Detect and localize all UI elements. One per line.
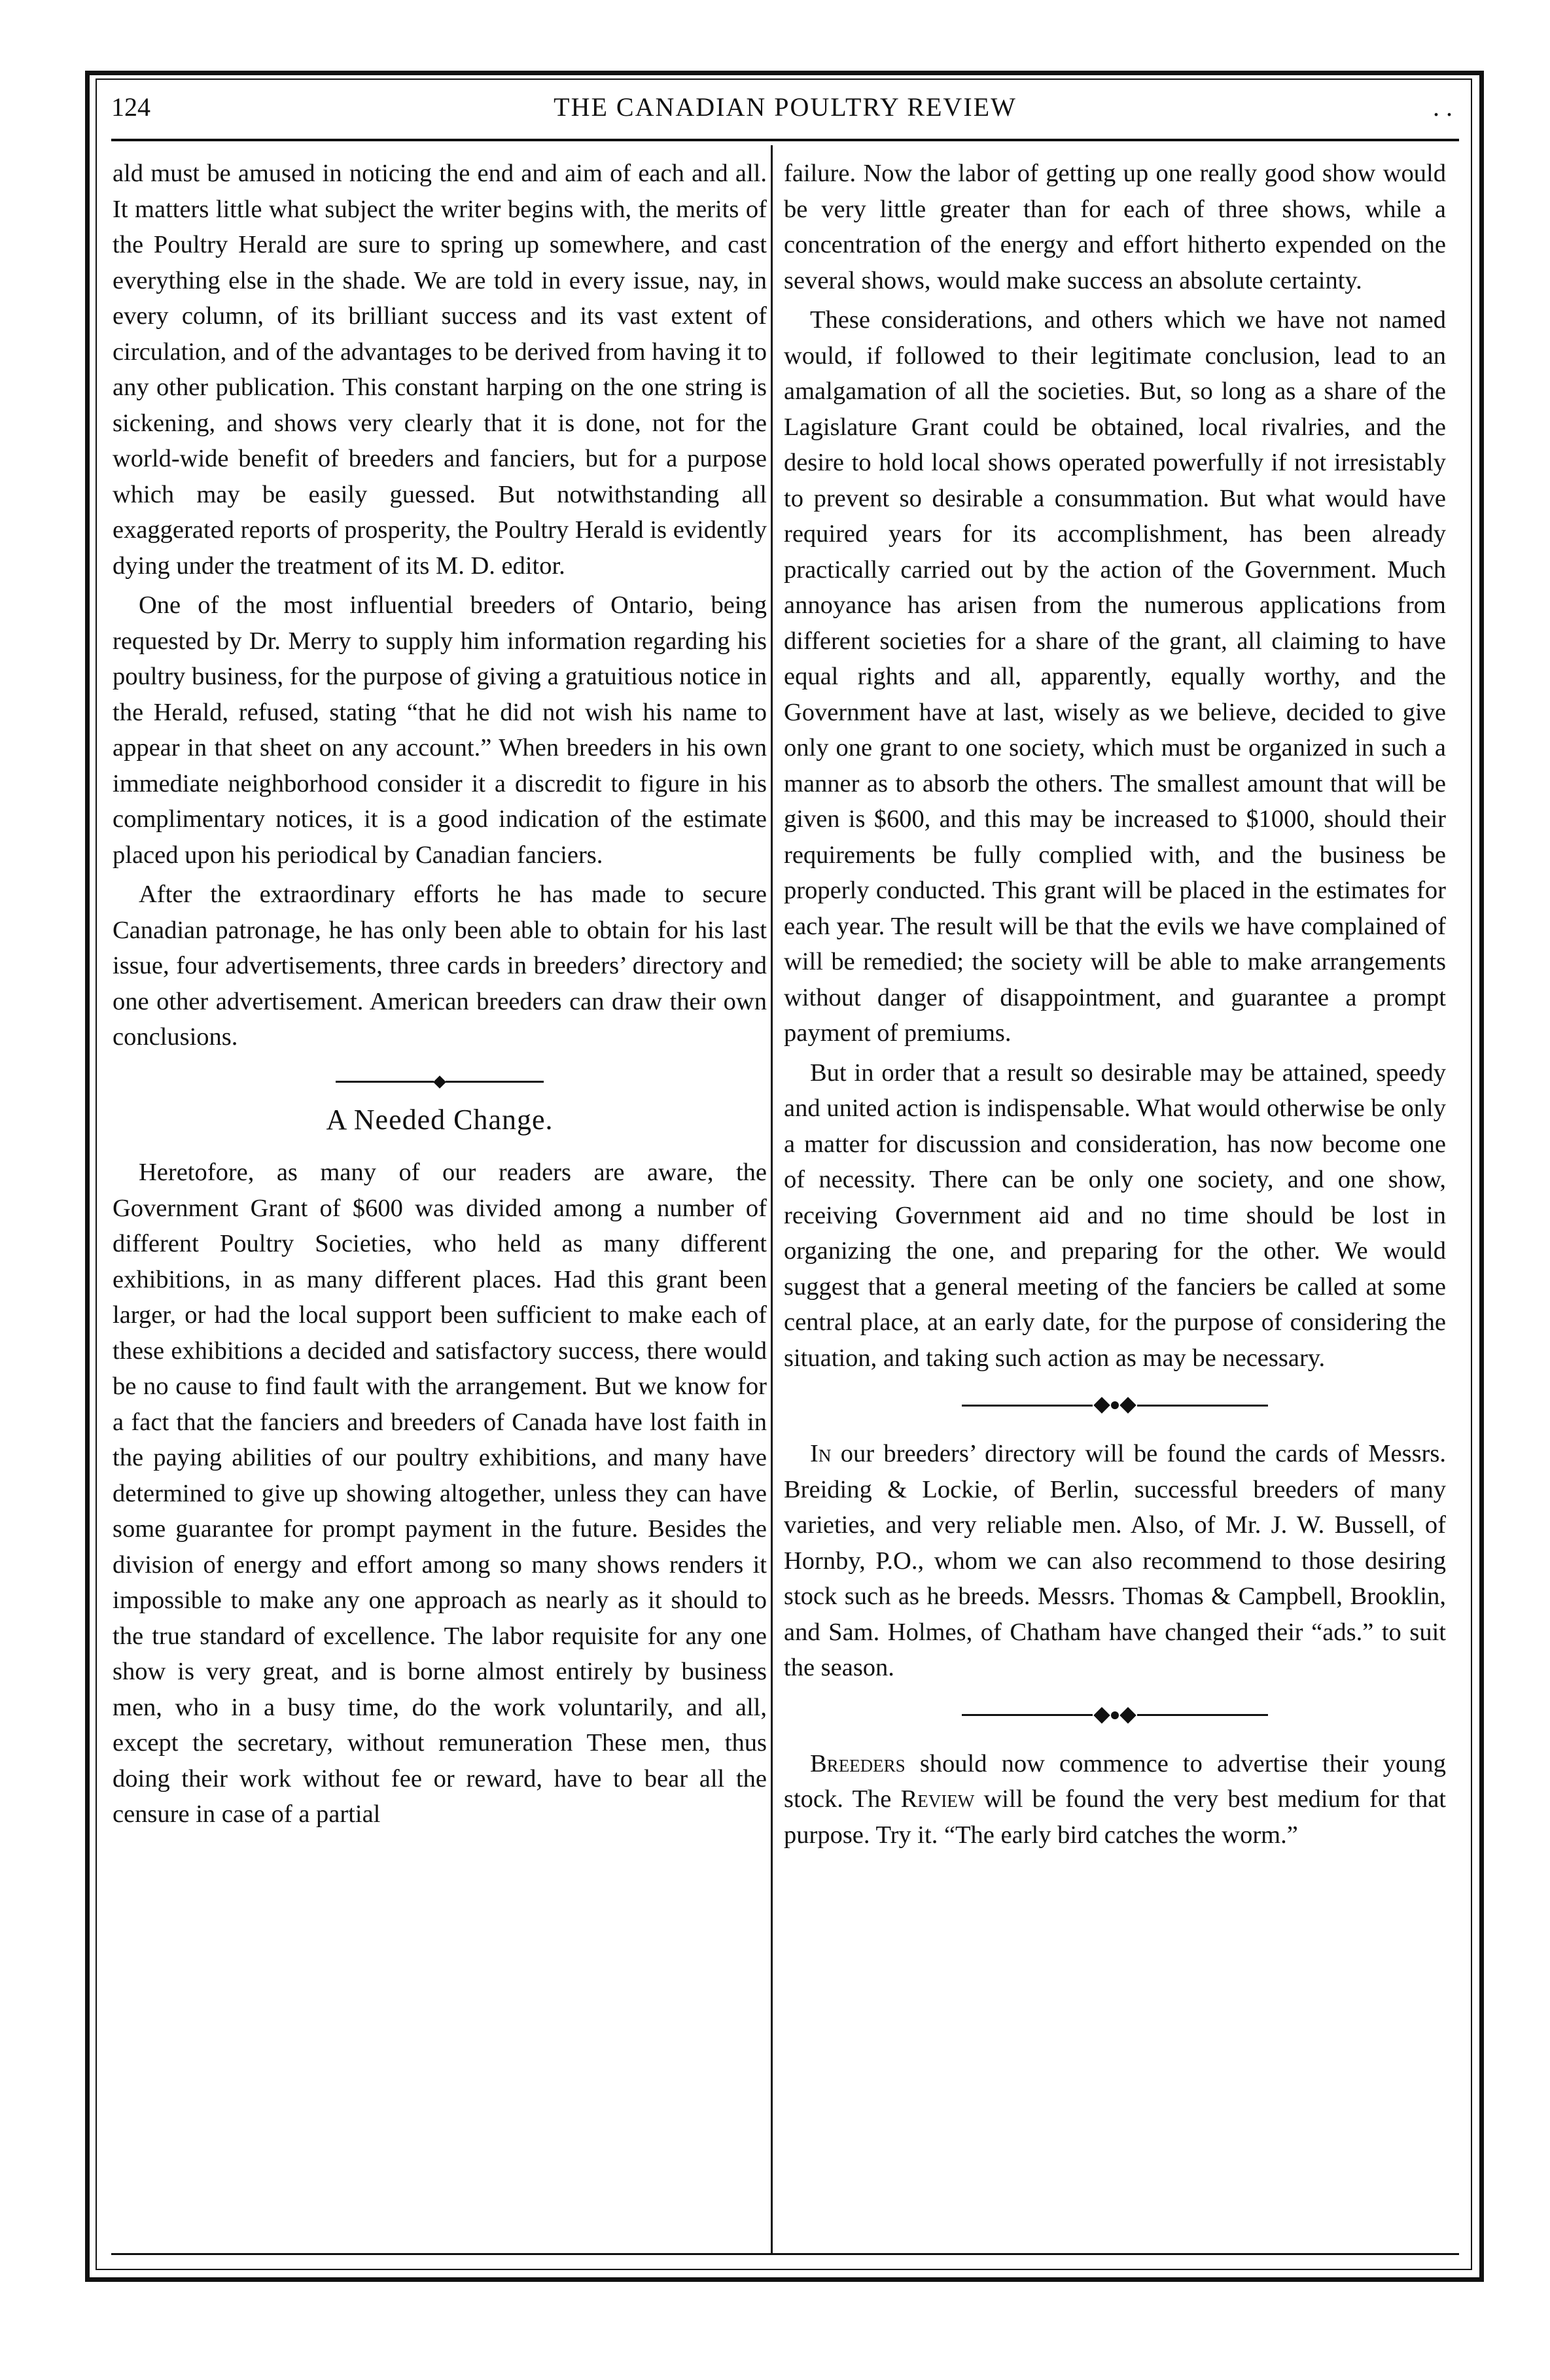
right-column xyxy=(784,156,1446,1853)
advertise-lead-in: Breeders xyxy=(810,1749,906,1777)
bottom-rule xyxy=(111,2253,1459,2255)
paragraph-failure: failure. Now the labor of getting up one really good show would be very little greater than for each of three shows, while a concentration of the energy and effort hitherto expended on the several shows, would make success an absolute certainty. xyxy=(784,160,1446,294)
section-heading: A Needed Change. xyxy=(326,1103,554,1136)
paragraph-advertise xyxy=(784,1746,1446,1853)
header-rule xyxy=(111,139,1459,141)
paragraph-government-grant: Heretofore, as many of our readers are aware, the Government Grant of $600 was divided among a number of different Poultry Societies, who held as many different exhibitions, in as many different places. Had this grant been larger, or had the local support been sufficient to make each of these exhibitions a decided and satisfactory success, there would be no cause to find fault with the arrangement. But we know for a fact that the fanciers and breeders of Canada have lost faith in the paying abilities of our poultry exhibitions, and many have determined to give up showing altogether, unless they can have some guarantee for prompt payment in the future. Besides the division of energy and effort among so many shows renders it impossible to make any one approach as nearly as it should to the true standard of excellence. The labor requisite for any one show is very great, and is borne almost entirely by business men, who in a busy time, do the work voluntarily, and all, except the secretary, without remuneration These men, thus doing their work without fee or reward, have to bear all the censure in case of a partial xyxy=(113,1159,767,1828)
drop-lead-in: In xyxy=(810,1440,832,1467)
ornament-divider-2 xyxy=(784,1692,1446,1738)
paragraph-herald-continued: ald must be amused in noticing the end and aim of each and all. It matters little what subject the writer begins with, the merits of the Poultry Herald are sure to spring up somewhere, and cast everything else in the shade. We are told in every issue, nay, in every column, of its brilliant success and its vast extent of circulation, and of the advantages to be derived from having it to any other publication. This constant harping on the one string is sickening, and shows very clearly that it is done, not for the world-wide benefit of breeders and fanciers, but for a purpose which may be easily guessed. But notwithstanding all exaggerated reports of prosperity, the Poultry Herald is evidently dying under the treatment of its M. D. editor. xyxy=(113,160,767,580)
header-dots: . . xyxy=(1433,92,1453,122)
paragraph-patronage: After the extraordinary efforts he has made to secure Canadian patronage, he has only been able to obtain for his last issue, four advertisements, three cards in breeders’ directory and one other advertisement. American breeders can draw their own conclusions. xyxy=(113,881,767,1051)
paragraph-ontario-breeder: One of the most influential breeders of Ontario, being requested by Dr. Merry to supply him information regarding his poultry business, for the purpose of giving a gratuitious notice in the Herald, refused, stating “that he did not wish his name to appear in that sheet on any account.” When breeders in his own immediate neighborhood consider it a discredit to figure in his complimentary notices, it is a good indication of the estimate placed upon his periodical by Canadian fanciers. xyxy=(113,591,767,869)
running-title: THE CANADIAN POULTRY REVIEW xyxy=(554,92,1017,122)
review-name: Review xyxy=(900,1785,975,1813)
page-header xyxy=(111,86,1459,139)
paragraph-breeders-directory xyxy=(784,1436,1446,1686)
paragraph-united-action: But in order that a result so desirable may be attained, speedy and united action is indispensable. What would otherwise be only a matter for discussion and consideration, has now become one of necessity. There can be only one society, and one show, receiving Government aid and no time should be lost in organizing the one, and preparing for the other. We would suggest that a general meeting of the fanciers be called at some central place, at an early date, for the purpose of considering the situation, and taking such action as may be necessary. xyxy=(784,1059,1446,1372)
section-ornament xyxy=(113,1067,767,1097)
left-column xyxy=(113,156,767,1832)
paragraph-considerations: These considerations, and others which we have not named would, if followed to their legitimate conclusion, lead to an amalgamation of all the societies. But, so long as a share of the Lagislature Grant could be obtained, local rivalries, and the desire to hold local shows operated powerfully if not irresistably to prevent so desirable a consummation. But what would have required years for its accomplishment, has been already practically carried out by the action of the Government. Much annoyance has arisen from the numerous applications from different societies for a share of the grant, all claiming to have equal rights and all, apparently, equally worthy, and the Government have at last, wisely as we believe, decided to give only one grant to one society, which must be organized in such a manner as to absorb the others. The smallest amount that will be given is $600, and this may be increased to $1000, should their requirements be fully complied with, and the business be properly conducted. This grant will be placed in the estimates for each year. The result will be that the evils we have complained of will be remedied; the society will be able to make arrangements without danger of disappointment, and guarantee a prompt payment of premiums. xyxy=(784,306,1446,1047)
ornament-divider xyxy=(784,1382,1446,1428)
page-number: 124 xyxy=(111,92,150,122)
column-divider xyxy=(771,145,773,2253)
advertise-text: should now commence to advertise their young stock. The xyxy=(784,1749,1446,1813)
directory-text: our breeders’ directory will be found the cards of Messrs. Breiding & Lockie, of Berlin, successful breeders of many varieties, and very reliable men. Also, of Mr. J. W. Bussell, of Hornby, P.O., whom we can also recommend to those desiring stock such as he breeds. Messrs. Thomas & Campbell, Brooklin, and Sam. Holmes, of Chatham have changed their “ads.” to suit the season. xyxy=(784,1440,1446,1681)
advertise-text-end: will be found the very best medium for that purpose. Try it. “The early bird catches the worm.” xyxy=(784,1785,1446,1849)
